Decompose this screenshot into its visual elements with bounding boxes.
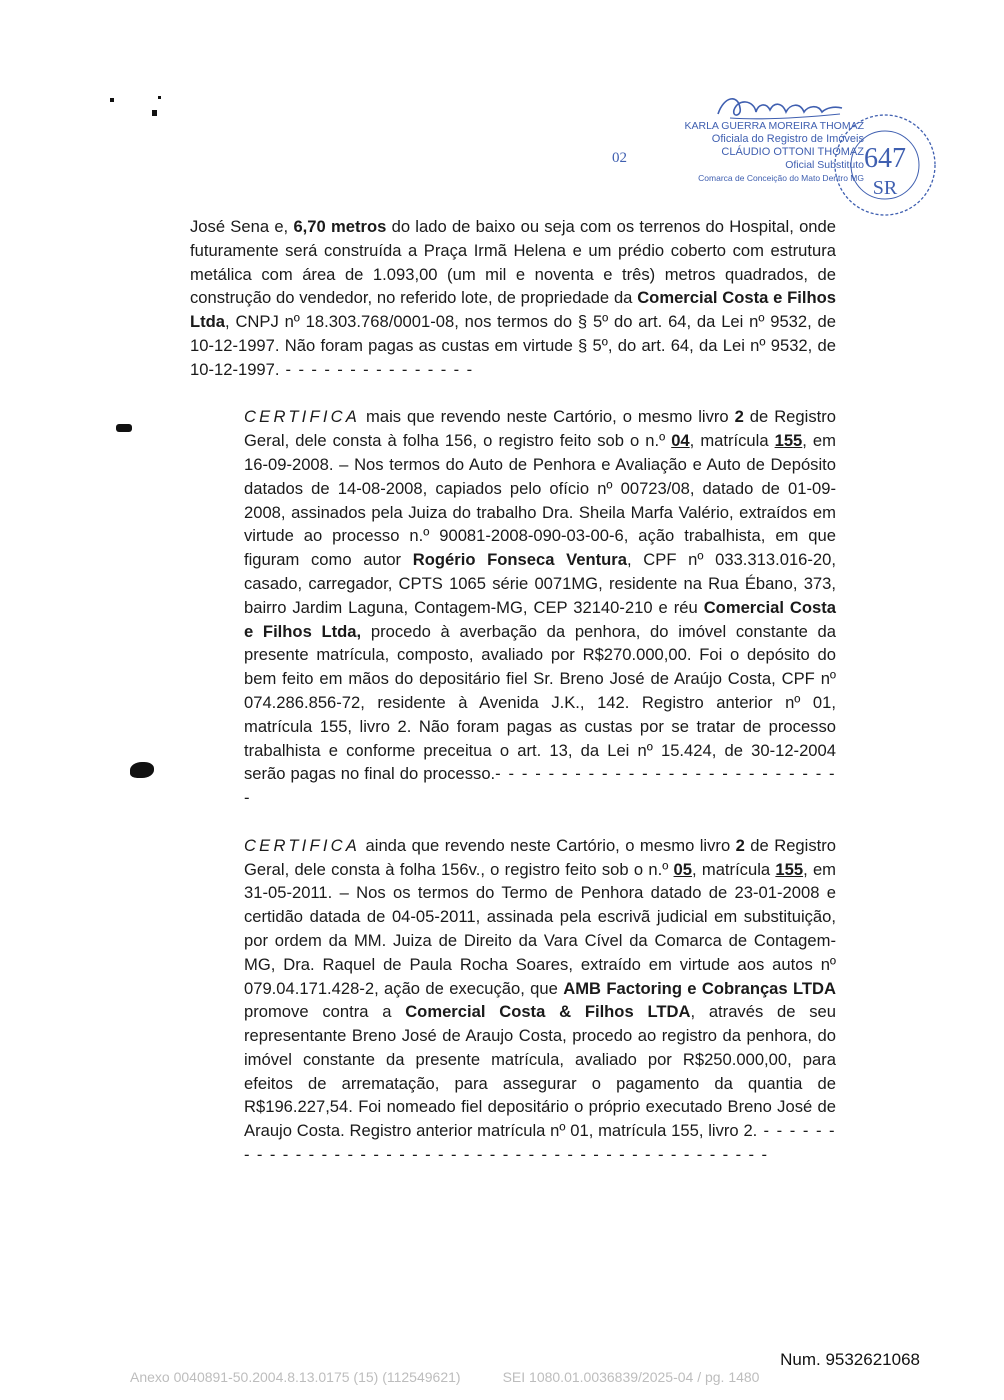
seal-initials: SR: [872, 177, 898, 199]
stamp-text: [636, 120, 864, 185]
stamp-line: Oficial Substituto: [785, 159, 864, 171]
certifica-paragraph-04: CERTIFICA mais que revendo neste Cartório, o mesmo livro 2 de Registro Geral, dele consta à folha 156, o registro feito sob o n.º 04, matrícula 155, em 16-09-2008. – Nos termos do Auto de Penhora e Avaliação e Auto de Depósito datados de 14-08-2008, capiados pelo ofício nº 00723/08, datado de 01-09-2008, assinados pela Juiza do trabalho Dra. Sheila Marfa Valério, extraídos em virtude ao processo n.º 90081-2008-090-03-00-6, ação trabalhista, em que figuram como autor Rogério Fonseca Ventura, CPF nº 033.313.016-20, casado, carregador, CPTS 1065 série 0071MG, residente na Rua Ébano, 373, bairro Jardim Laguna, Contagem-MG, CEP 32140-210 e réu Comercial Costa e Filhos Ltda, procedo à averbação da penhora, do imóvel constante da presente matrícula, composto, avaliado por R$270.000,00. Foi o depósito do bem feito em mãos do depositário fiel Sr. Breno José de Araújo Costa, CPF nº 074.286.856-72, residente à Avenida J.K., 142. Registro anterior nº 01, matrícula 155, livro 2. Não foram pagas as custas por se tratar de processo trabalhista e conforme preceitua o art. 13, da Lei nº 15.424, de 30-12-2004 serão pagas no final do processo.- - - - - - - - - - - - - - - - - - - - - - - - - - -: [244, 407, 837, 808]
scan-speck: [116, 424, 132, 432]
sei-reference: SEI 1080.01.0036839/2025-04 / pg. 1480: [502, 1369, 760, 1385]
stamp-prefix: 02: [612, 150, 627, 166]
scan-speck: [130, 762, 154, 778]
stamp-line: Comarca de Conceição do Mato Dentro MG: [698, 173, 864, 183]
footer-reference: [130, 1369, 801, 1385]
certifica-paragraph-05: CERTIFICA ainda que revendo neste Cartório, o mesmo livro 2 de Registro Geral, dele consta à folha 156v., o registro feito sob o n.º 05, matrícula 155, em 31-05-2011. – Nos os termos do Termo de Penhora datado de 23-01-2008 e certidão datada de 04-05-2011, assinada pela escrivã judicial em substituição, por ordem da MM. Juiza de Direito da Vara Cível da Comarca de Contagem-MG, Dra. Raquel de Paula Rocha Soares, extraído em virtude aos autos nº 079.04.171.428-2, ação de execução, que AMB Factoring e Cobranças LTDA promove contra a Comercial Costa & Filhos LTDA, através de seu representante Breno José de Araujo Costa, procedo ao registro da penhora, do imóvel constante da presente matrícula, avaliado por R$250.000,00, para efeitos de arrematação, para assegurar o pagamento da quantia de R$196.227,54. Foi nomeado fiel depositário o próprio executado Breno José de Araujo Costa. Registro anterior matrícula nº 01, matrícula 155, livro 2. - - - - - - - - - - - - - - - - - - - - - - - - - - - - - - - - - - - - - - - - - - - - - - -: [244, 835, 836, 1165]
anexo-reference: Anexo 0040891-50.2004.8.13.0175 (15) (112549621): [130, 1369, 461, 1385]
document-number: Num. 9532621068: [780, 1350, 920, 1369]
scan-speck: [152, 110, 157, 116]
stamp-line: KARLA GUERRA MOREIRA THOMAZ: [684, 120, 864, 132]
seal-number: 647: [864, 143, 906, 174]
scan-speck: [110, 98, 114, 102]
signature: [710, 90, 850, 124]
stamp-line: Oficiala do Registro de Imóveis: [711, 133, 864, 145]
registry-stamp: [610, 90, 940, 230]
scan-speck: [158, 96, 161, 99]
document-body: [190, 215, 836, 1191]
circular-seal: [832, 112, 938, 218]
paragraph-continuation: José Sena e, 6,70 metros do lado de baixo ou seja com os terrenos do Hospital, onde futuramente será construída a Praça Irmã Helena e um prédio coberto com estrutura metálica com área de 1.093,00 (um mil e noventa e três) metros quadrados, de construção do vendedor, no referido lote, de propriedade da Comercial Costa e Filhos Ltda, CNPJ nº 18.303.768/0001-08, nos termos do § 5º do art. 64, da Lei nº 9532, de 10-12-1997. Não foram pagas as custas em virtude § 5º, do art. 64, da Lei nº 9532, de 10-12-1997. - - - - - - - - - - - - - - -: [190, 217, 837, 379]
stamp-line: CLÁUDIO OTTONI THOMAZ: [721, 146, 864, 158]
